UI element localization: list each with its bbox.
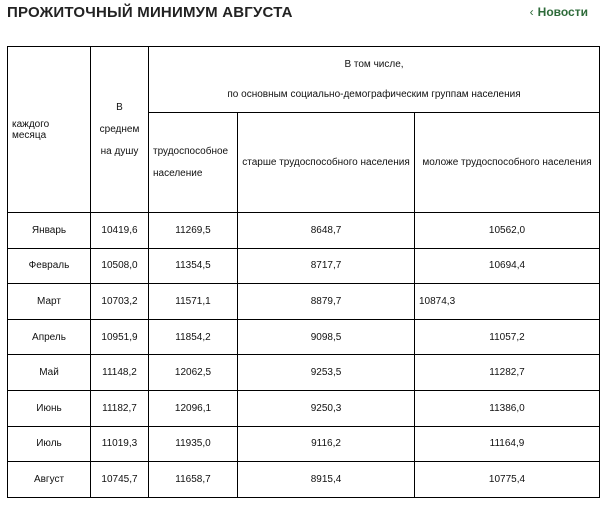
month-cell: Январь [8, 213, 91, 249]
chevron-left-icon: ‹ [529, 5, 534, 19]
page-header [0, 0, 604, 30]
elder-cell: 8648,7 [238, 213, 415, 249]
younger-cell: 11386,0 [415, 390, 600, 426]
working-cell: 11571,1 [149, 284, 238, 320]
table-row [8, 426, 600, 462]
month-cell: Август [8, 462, 91, 498]
month-cell: Март [8, 284, 91, 320]
elder-cell: 9098,5 [238, 319, 415, 355]
avg-cell: 10703,2 [91, 284, 149, 320]
month-cell: Июль [8, 426, 91, 462]
news-link-label: Новости [537, 5, 588, 19]
header-average-line1: В среднем [99, 101, 140, 135]
elder-cell: 8717,7 [238, 248, 415, 284]
table-row [8, 390, 600, 426]
header-younger: моложе трудоспособного населения [415, 113, 600, 213]
subsistence-minimum-table [7, 46, 600, 498]
month-cell: Апрель [8, 319, 91, 355]
working-cell: 11354,5 [149, 248, 238, 284]
working-cell: 11658,7 [149, 462, 238, 498]
month-cell: Май [8, 355, 91, 391]
table-row [8, 319, 600, 355]
younger-cell: 11164,9 [415, 426, 600, 462]
younger-cell: 10694,4 [415, 248, 600, 284]
younger-cell: 11057,2 [415, 319, 600, 355]
younger-cell: 10562,0 [415, 213, 600, 249]
avg-cell: 10745,7 [91, 462, 149, 498]
table-row [8, 213, 600, 249]
elder-cell: 8915,4 [238, 462, 415, 498]
header-average-line2: на душу [100, 145, 139, 157]
avg-cell: 10419,6 [91, 213, 149, 249]
header-groups-line2: по основным социально-демографическим группам населения [227, 88, 521, 100]
avg-cell: 11148,2 [91, 355, 149, 391]
table-row [8, 284, 600, 320]
younger-cell: 10775,4 [415, 462, 600, 498]
header-groups [149, 47, 600, 113]
month-cell: Июнь [8, 390, 91, 426]
elder-cell: 8879,7 [238, 284, 415, 320]
news-link[interactable] [530, 5, 588, 19]
working-cell: 11854,2 [149, 319, 238, 355]
working-cell: 11935,0 [149, 426, 238, 462]
elder-cell: 9250,3 [238, 390, 415, 426]
header-elder: старше трудоспособного населения [238, 113, 415, 213]
avg-cell: 11019,3 [91, 426, 149, 462]
working-cell: 12096,1 [149, 390, 238, 426]
avg-cell: 11182,7 [91, 390, 149, 426]
younger-cell: 11282,7 [415, 355, 600, 391]
table-row [8, 248, 600, 284]
elder-cell: 9116,2 [238, 426, 415, 462]
header-working-line2: население [153, 167, 203, 179]
table-row [8, 355, 600, 391]
younger-cell: 10874,3 [415, 284, 600, 320]
avg-cell: 10508,0 [91, 248, 149, 284]
header-working-line1: трудоспособное [153, 145, 229, 157]
working-cell: 12062,5 [149, 355, 238, 391]
header-average [91, 47, 149, 213]
elder-cell: 9253,5 [238, 355, 415, 391]
page-title: ПРОЖИТОЧНЫЙ МИНИМУМ АВГУСТА [7, 4, 293, 21]
header-groups-line1: В том числе, [344, 58, 404, 70]
avg-cell: 10951,9 [91, 319, 149, 355]
month-cell: Февраль [8, 248, 91, 284]
header-month: каждого месяца [8, 47, 91, 213]
working-cell: 11269,5 [149, 213, 238, 249]
table-row [8, 462, 600, 498]
header-working [149, 113, 238, 213]
